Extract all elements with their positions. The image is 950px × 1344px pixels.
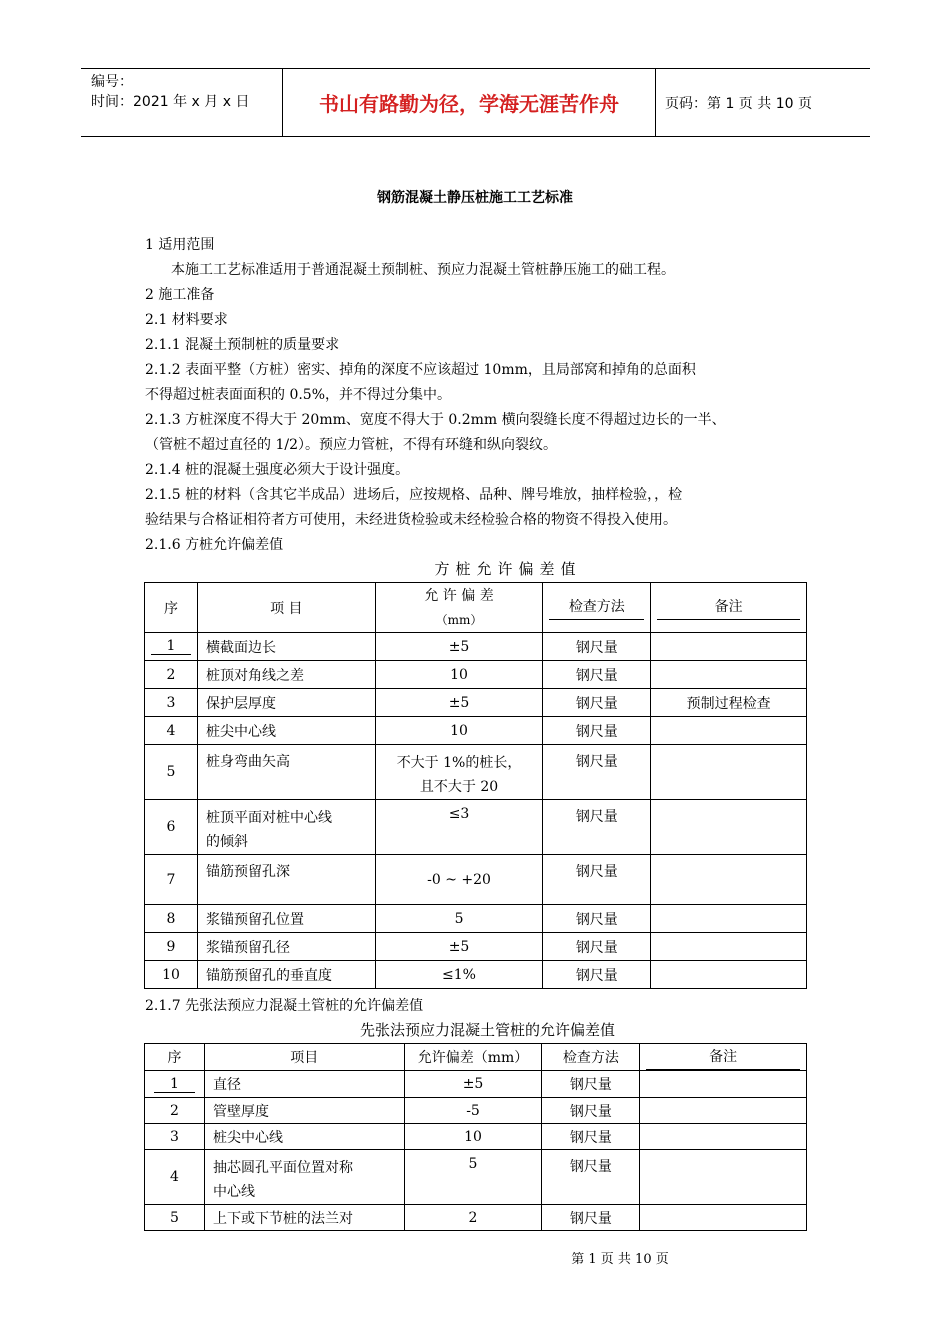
pipe-pile-tolerance-table (144, 1043, 807, 1231)
section-2-1-3-line1: 2.1.3 方桩深度不得大于 20mm、宽度不得大于 0.2mm 横向裂缝长度不得超过边长的一半、 (145, 412, 726, 428)
header-note: 备注 (640, 1044, 807, 1071)
table-header-row (145, 1044, 807, 1071)
table-row: 3 桩尖中心线 10 钢尺量 (145, 1124, 807, 1150)
time-label: 时间：2021 年 x 月 x 日 (91, 94, 250, 110)
table-row: 4 抽芯圆孔平面位置对称 中心线 5 钢尺量 (145, 1150, 807, 1205)
table-row: 1 横截面边长 ±5 钢尺量 (145, 633, 807, 661)
section-1-heading: 1 适用范围 (145, 237, 215, 253)
table-header-row (145, 583, 807, 633)
section-2-1-1: 2.1.1 混凝土预制桩的质量要求 (145, 337, 340, 353)
header-motto: 书山有路勤为径，学海无涯苦作舟 (282, 69, 656, 136)
table-row: 10 锚筋预留孔的垂直度 ≤1% 钢尺量 (145, 961, 807, 989)
number-label: 编号： (91, 74, 133, 90)
table-row: 1 直径 ±5 钢尺量 (145, 1071, 807, 1098)
table-row: 2 桩顶对角线之差 10 钢尺量 (145, 661, 807, 689)
header-page-label: 页码：第 1 页 共 10 页 (665, 95, 812, 112)
header-tolerance: 允许偏差（mm） (404, 1044, 542, 1071)
section-2-1-5-line2: 验结果与合格证相符者方可使用，未经进货检验或未经检验合格的物资不得投入使用。 (145, 512, 677, 528)
table1-caption: 方桩允许偏差值 (434, 560, 582, 578)
document-header (81, 68, 870, 137)
table-row: 6 桩顶平面对桩中心线 的倾斜 ≤3 钢尺量 (145, 800, 807, 855)
header-meta (81, 69, 281, 136)
section-2-1-heading: 2.1 材料要求 (145, 312, 228, 328)
table2-caption: 先张法预应力混凝土管桩的允许偏差值 (359, 1021, 615, 1039)
header-item: 项目 (204, 1044, 404, 1071)
section-1-body: 本施工工艺标准适用于普通混凝土预制桩、预应力混凝土管桩静压施工的础工程。 (171, 262, 675, 278)
header-method: 检查方法 (543, 583, 651, 633)
header-method: 检查方法 (542, 1044, 640, 1071)
section-2-1-6: 2.1.6 方桩允许偏差值 (145, 537, 284, 553)
document-title: 钢筋混凝土静压桩施工工艺标准 (377, 190, 573, 206)
table-row: 9 浆锚预留孔径 ±5 钢尺量 (145, 933, 807, 961)
table-row: 5 上下或下节桩的法兰对 2 钢尺量 (145, 1205, 807, 1231)
table-row: 7 锚筋预留孔深 -0 ~ +20 钢尺量 (145, 855, 807, 905)
table-row: 5 桩身弯曲矢高 不大于 1%的桩长， 且不大于 20 钢尺量 (145, 745, 807, 800)
section-2-1-3-line2: （管桩不超过直径的 1/2）。预应力管桩，不得有环缝和纵向裂纹。 (145, 437, 557, 453)
section-2-1-2-line2: 不得超过桩表面面积的 0.5%，并不得过分集中。 (145, 387, 452, 403)
table-row: 4 桩尖中心线 10 钢尺量 (145, 717, 807, 745)
section-2-heading: 2 施工准备 (145, 287, 215, 303)
table-row: 8 浆锚预留孔位置 5 钢尺量 (145, 905, 807, 933)
section-2-1-2-line1: 2.1.2 表面平整（方桩）密实、掉角的深度不应该超过 10mm，且局部窝和掉角的总面积 (145, 362, 696, 378)
section-2-1-5-line1: 2.1.5 桩的材料（含其它半成品）进场后，应按规格、品种、牌号堆放，抽样检验，，检 (145, 487, 683, 503)
square-pile-tolerance-table (144, 582, 807, 989)
page-footer: 第 1 页 共 10 页 (571, 1252, 669, 1267)
section-2-1-7: 2.1.7 先张法预应力混凝土管桩的允许偏差值 (145, 998, 424, 1014)
header-note: 备注 (651, 583, 807, 633)
header-no: 序 (145, 1044, 205, 1071)
header-no: 序 (145, 583, 198, 633)
table-row: 3 保护层厚度 ±5 钢尺量 预制过程检查 (145, 689, 807, 717)
header-item: 项 目 (197, 583, 375, 633)
section-2-1-4: 2.1.4 桩的混凝土强度必须大于设计强度。 (145, 462, 410, 478)
header-tolerance: 允 许 偏 差 （mm） (375, 583, 543, 633)
table-row: 2 管壁厚度 -5 钢尺量 (145, 1098, 807, 1124)
